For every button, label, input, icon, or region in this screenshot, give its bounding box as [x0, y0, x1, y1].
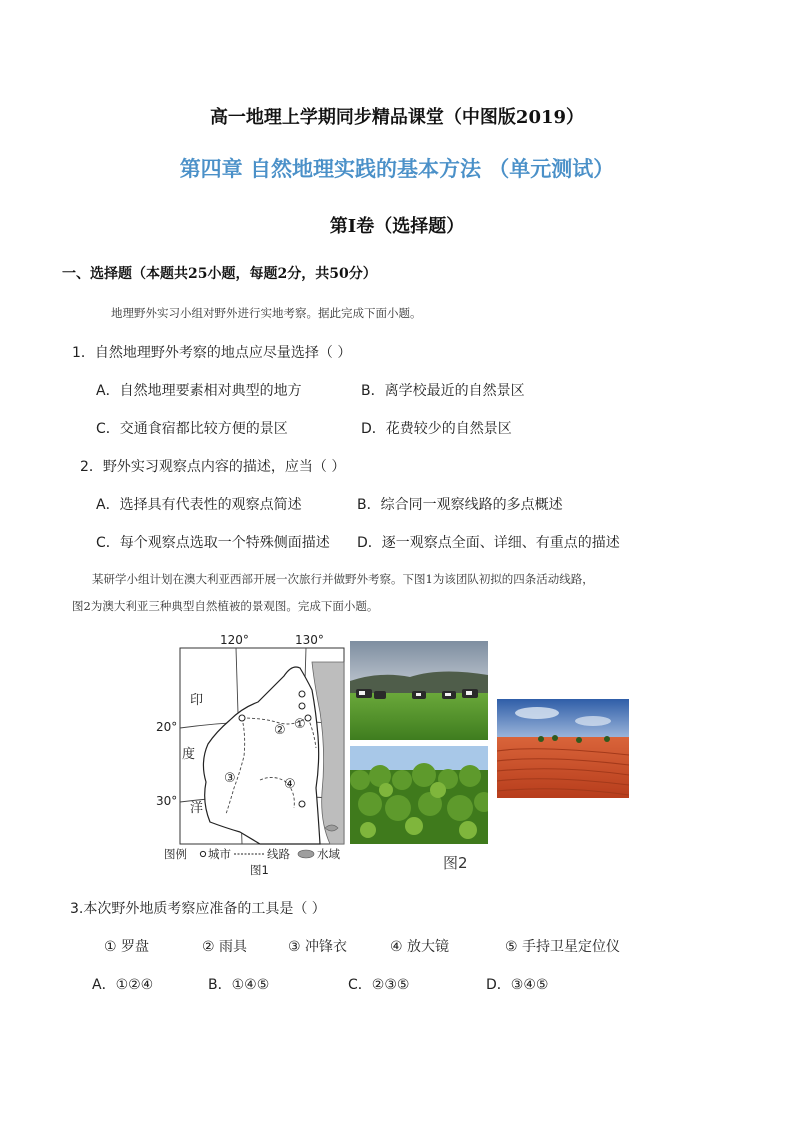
- ocean-label-3: 洋: [190, 801, 204, 816]
- question-1-option-b[interactable]: B．离学校最近的自然景区: [361, 383, 525, 399]
- forest-photo: [350, 746, 488, 844]
- intro-text-1: 地理野外实习小组对野外进行实地考察。据此完成下面小题。: [111, 306, 422, 320]
- legend-route: 线路: [267, 847, 290, 861]
- question-3-option-c[interactable]: C．②③⑤: [348, 977, 410, 993]
- intro-text-2-line2: 图2为澳大利亚三种典型自然植被的景观图。完成下面小题。: [72, 599, 379, 613]
- route-label-4: ④: [284, 777, 296, 792]
- city-marker: [299, 703, 305, 709]
- question-1-option-a[interactable]: A．自然地理要素相对典型的地方: [96, 383, 302, 399]
- grassland-photo: [350, 641, 488, 740]
- lon-label-130: 130°: [295, 633, 324, 647]
- australia-map-figure: [150, 632, 350, 880]
- route-label-2: ②: [274, 723, 286, 738]
- chapter-title: 第四章 自然地理实践的基本方法 （单元测试）: [179, 156, 615, 181]
- question-1-option-c[interactable]: C．交通食宿都比较方便的景区: [96, 421, 288, 437]
- tool-item-compass: ① 罗盘: [104, 939, 150, 955]
- city-marker: [239, 715, 245, 721]
- section-heading: 一、选择题（本题共25小题，每题2分，共50分）: [62, 266, 377, 282]
- city-marker: [299, 691, 305, 697]
- question-2-option-b[interactable]: B．综合同一观察线路的多点概述: [357, 497, 563, 513]
- question-1-option-d[interactable]: D．花费较少的自然景区: [361, 421, 512, 437]
- lat-label-20: 20°: [156, 720, 178, 734]
- legend-water: 水域: [317, 847, 340, 861]
- route-label-3: ③: [224, 771, 236, 786]
- legend-label: 图例: [164, 847, 187, 861]
- question-2-option-a[interactable]: A．选择具有代表性的观察点简述: [96, 497, 302, 513]
- figure-2-caption: 图2: [443, 854, 468, 872]
- desert-photo: [497, 699, 629, 798]
- question-1-stem: 1．自然地理野外考察的地点应尽量选择（ ）: [72, 345, 352, 361]
- tool-item-gps: ⑤ 手持卫星定位仪: [505, 939, 621, 955]
- legend-city-symbol: [200, 851, 205, 856]
- tool-item-magnifier: ④ 放大镜: [390, 939, 450, 955]
- city-marker: [299, 801, 305, 807]
- legend-water-symbol: [298, 850, 314, 858]
- lat-label-30: 30°: [156, 794, 178, 808]
- question-2-stem: 2．野外实习观察点内容的描述，应当（ ）: [80, 459, 346, 475]
- tool-item-raingear: ② 雨具: [202, 939, 248, 955]
- question-3-stem: 3.本次野外地质考察应准备的工具是（ ）: [70, 901, 326, 917]
- question-2-option-c[interactable]: C．每个观察点选取一个特殊侧面描述: [96, 535, 330, 551]
- question-3-option-b[interactable]: B．①④⑤: [208, 977, 270, 993]
- ocean-label-2: 度: [182, 747, 196, 762]
- intro-text-2-line1: 某研学小组计划在澳大利亚西部开展一次旅行并做野外考察。下图1为该团队初拟的四条活动线路，: [92, 572, 594, 586]
- volume-title: 第I卷（选择题）: [329, 216, 465, 237]
- ocean-label-1: 印: [190, 693, 204, 708]
- route-label-1: ①: [294, 717, 306, 732]
- question-3-option-a[interactable]: A．①②④: [92, 977, 154, 993]
- tool-item-jacket: ③ 冲锋衣: [288, 939, 348, 955]
- legend-city: 城市: [208, 847, 231, 861]
- document-title: 高一地理上学期同步精品课堂（中图版2019）: [209, 107, 585, 128]
- question-3-option-d[interactable]: D．③④⑤: [486, 977, 549, 993]
- city-marker: [305, 715, 311, 721]
- question-2-option-d[interactable]: D．逐一观察点全面、详细、有重点的描述: [357, 535, 620, 551]
- figure-1-caption: 图1: [250, 863, 269, 877]
- lon-label-120: 120°: [220, 633, 249, 647]
